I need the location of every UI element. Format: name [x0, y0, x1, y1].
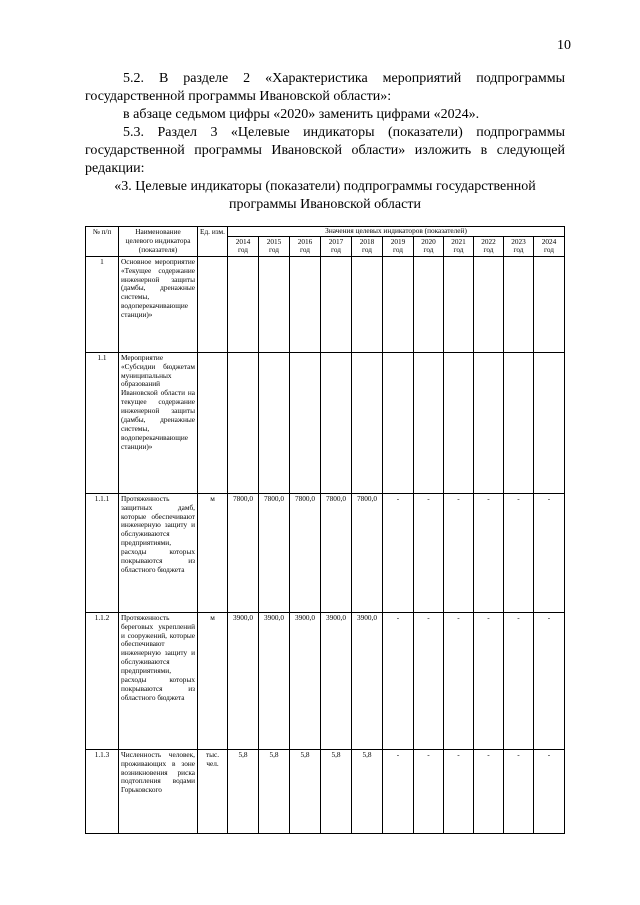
header-year: 2019 год	[383, 236, 414, 256]
header-year: 2023 год	[504, 236, 534, 256]
indicators-table	[85, 226, 565, 834]
row-value: -	[474, 749, 504, 833]
row-value	[414, 256, 444, 352]
row-value	[228, 352, 259, 493]
row-name: Численность человек, проживающих в зоне возникновения риска подтопления водами Горьковского	[119, 749, 198, 833]
row-value	[321, 256, 352, 352]
row-value: -	[383, 749, 414, 833]
table-row	[86, 256, 565, 352]
row-value	[534, 352, 565, 493]
row-value: -	[414, 749, 444, 833]
row-value: -	[383, 493, 414, 612]
header-name: Наименование целевого индикатора (показателя)	[119, 227, 198, 257]
table-row	[86, 493, 565, 612]
header-unit: Ед. изм.	[198, 227, 228, 257]
row-value: 3900,0	[259, 612, 290, 749]
row-name: Протяженность береговых укреплений и сооружений, которые обеспечивают инженерную защиту и обслуживаются предприятиями, расходы которых покрываются из областного бюджета	[119, 612, 198, 749]
row-value	[321, 352, 352, 493]
page-number: 10	[557, 38, 571, 53]
row-value	[444, 256, 474, 352]
row-value	[259, 352, 290, 493]
row-value: -	[534, 749, 565, 833]
row-num: 1.1.2	[86, 612, 119, 749]
row-value	[290, 256, 321, 352]
row-value	[352, 256, 383, 352]
row-value: -	[504, 612, 534, 749]
paragraph: 5.2. В разделе 2 «Характеристика мероприятий подпрограммы государственной программы Ивановской области»:	[85, 71, 565, 104]
row-unit	[198, 256, 228, 352]
row-unit: м	[198, 612, 228, 749]
row-value: -	[444, 612, 474, 749]
row-value: -	[383, 612, 414, 749]
header-values-group: Значения целевых индикаторов (показателей)	[228, 227, 565, 237]
row-value: 7800,0	[290, 493, 321, 612]
header-year: 2021 год	[444, 236, 474, 256]
row-value: 3900,0	[321, 612, 352, 749]
row-name: Протяженность защитных дамб, которые обеспечивают инженерную защиту и обслуживаются предприятиями, расходы которых покрываются из областного бюджета	[119, 493, 198, 612]
paragraph: 5.3. Раздел 3 «Целевые индикаторы (показатели) подпрограммы государственной программы Ивановской области» изложить в следующей редакции:	[85, 125, 565, 176]
table-row	[86, 749, 565, 833]
row-value: -	[474, 493, 504, 612]
table-header-row	[86, 227, 565, 237]
row-value: 5,8	[321, 749, 352, 833]
row-num: 1.1	[86, 352, 119, 493]
section-title-line: программы Ивановской области	[229, 197, 421, 212]
row-value	[290, 352, 321, 493]
row-value: 7800,0	[259, 493, 290, 612]
row-num: 1.1.1	[86, 493, 119, 612]
row-value	[383, 352, 414, 493]
row-unit: м	[198, 493, 228, 612]
row-value: 5,8	[290, 749, 321, 833]
row-value	[414, 352, 444, 493]
header-year: 2024 год	[534, 236, 565, 256]
body-text	[85, 70, 565, 178]
row-num: 1.1.3	[86, 749, 119, 833]
row-value: 3900,0	[228, 612, 259, 749]
section-title-line: «3. Целевые индикаторы (показатели) подпрограммы государственной	[114, 179, 536, 194]
row-value: -	[504, 749, 534, 833]
row-value	[259, 256, 290, 352]
section-title	[85, 178, 565, 214]
row-value: 5,8	[228, 749, 259, 833]
header-num: № п/п	[86, 227, 119, 257]
header-year: 2020 год	[414, 236, 444, 256]
row-value: 7800,0	[321, 493, 352, 612]
header-year: 2017 год	[321, 236, 352, 256]
row-value	[504, 352, 534, 493]
row-value: 7800,0	[228, 493, 259, 612]
row-name: Основное мероприятие «Текущее содержание инженерной защиты (дамбы, дренажные системы, водоперекачивающие станции)»	[119, 256, 198, 352]
row-value	[534, 256, 565, 352]
row-value	[474, 256, 504, 352]
header-year: 2016 год	[290, 236, 321, 256]
row-value: -	[504, 493, 534, 612]
row-value	[444, 352, 474, 493]
row-value	[383, 256, 414, 352]
table-row	[86, 612, 565, 749]
row-unit	[198, 352, 228, 493]
row-value	[228, 256, 259, 352]
header-year: 2015 год	[259, 236, 290, 256]
paragraph: в абзаце седьмом цифры «2020» заменить цифрами «2024».	[123, 107, 480, 122]
row-value: -	[534, 493, 565, 612]
row-name: Мероприятие «Субсидии бюджетам муниципальных образований Ивановской области на текущее содержание инженерной защиты (дамбы, дренажные системы, водоперекачивающие станции)»	[119, 352, 198, 493]
row-value: 7800,0	[352, 493, 383, 612]
table-row	[86, 352, 565, 493]
row-value	[352, 352, 383, 493]
row-value: 5,8	[259, 749, 290, 833]
header-year: 2014 год	[228, 236, 259, 256]
row-value: -	[534, 612, 565, 749]
row-value: 5,8	[352, 749, 383, 833]
header-year: 2018 год	[352, 236, 383, 256]
row-value: -	[414, 493, 444, 612]
row-value	[474, 352, 504, 493]
row-unit: тыс. чел.	[198, 749, 228, 833]
row-value: 3900,0	[290, 612, 321, 749]
row-value: -	[444, 749, 474, 833]
row-value: -	[414, 612, 444, 749]
header-year: 2022 год	[474, 236, 504, 256]
row-value	[504, 256, 534, 352]
row-value: -	[474, 612, 504, 749]
row-num: 1	[86, 256, 119, 352]
row-value: 3900,0	[352, 612, 383, 749]
row-value: -	[444, 493, 474, 612]
